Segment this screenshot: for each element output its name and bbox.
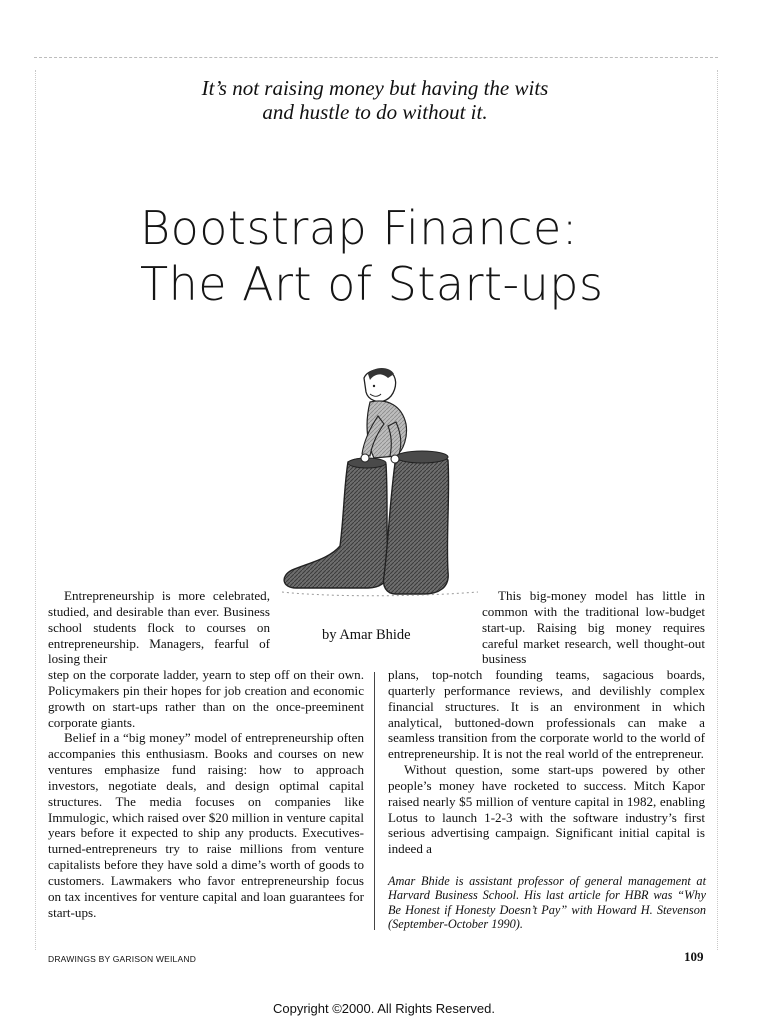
body-column-left	[48, 667, 364, 921]
body-column-right-top	[482, 588, 705, 667]
author-bio: Amar Bhide is assistant professor of general management at Harvard Business School. His last article for HBR was “Why Be Honest if Honesty Doesn’t Pay” with Howard H. Stevenson (September-October 1990).	[388, 874, 706, 931]
body-column-right	[388, 667, 705, 857]
paragraph: plans, top-notch founding teams, sagacious boards, quarterly performance reviews, and devilishly complex financial structures. It is an environment in which analytical, buttoned-down professionals can make a seamless transition from the corporate world to the world of entrepreneurship. It is not the real world of the entrepreneur.	[388, 667, 705, 762]
subtitle-line-1: It’s not raising money but having the wits	[201, 76, 549, 100]
body-column-left-top	[48, 588, 270, 667]
illustration-credit: DRAWINGS BY GARISON WEILAND	[48, 954, 197, 964]
title-line-1: Bootstrap Finance:	[140, 201, 578, 255]
article-subtitle	[80, 76, 670, 124]
paragraph: step on the corporate ladder, yearn to step off on their own. Policymakers pin their hopes for job creation and economic growth on start-ups rather than on the once-preeminent corporate giants.	[48, 667, 364, 730]
paragraph: Without question, some start-ups powered by other people’s money have rocketed to success. Mitch Kapor raised nearly $5 million of venture capital in 1982, enabling Lotus to launch 1-2-3 with the software industry’s first serious advertising campaign. Significant initial capital is indeed a	[388, 762, 705, 857]
paragraph: Entrepreneurship is more celebrated, studied, and desirable than ever. Business school students flock to courses on entrepreneurship. Managers, fearful of losing their	[48, 588, 270, 667]
page-number: 109	[684, 949, 704, 964]
byline: by Amar Bhide	[322, 627, 411, 643]
scan-left-edge	[35, 70, 36, 950]
column-divider	[374, 672, 375, 930]
title-line-2: The Art of Start-ups	[140, 257, 604, 311]
article-title	[140, 200, 700, 312]
scan-top-edge	[34, 57, 718, 58]
scan-right-edge	[717, 70, 718, 950]
paragraph: This big-money model has little in common with the traditional low-budget start-up. Raising big money requires careful market research, well thought-out business	[482, 588, 705, 667]
man-pulling-on-giant-boots-drawing	[278, 366, 493, 611]
paragraph: Belief in a “big money” model of entrepreneurship often accompanies this enthusiasm. Books and courses on new ventures emphasize fund raising: how to approach investors, negotiate deals, and design optimal capital structures. The media focuses on companies like Immulogic, which raised over $20 million in venture capital years before it expected to ship any products. Executives-turned-entrepreneurs try to raise millions from venture capitalists before they have sold a dime’s worth of goods to customers. Lawmakers who favor entrepreneurship focus on tax incentives for venture capital and loan guarantees for start-ups.	[48, 730, 364, 920]
subtitle-line-2: and hustle to do without it.	[262, 100, 488, 124]
copyright-notice: Copyright ©2000. All Rights Reserved.	[272, 1001, 496, 1016]
